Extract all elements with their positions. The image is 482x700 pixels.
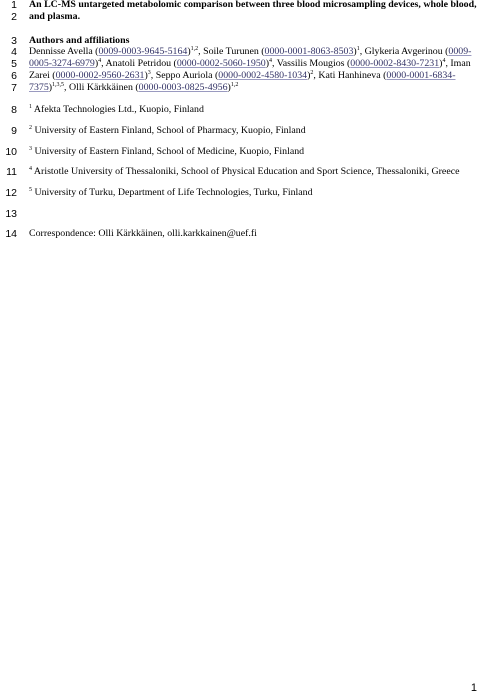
affiliation: $^2$ University of Eastern Finland, School of Pharmacy, Kuopio, Finland [29,125,306,136]
section-heading: Authors and affiliations [29,35,130,46]
page-number: 1 [470,682,477,694]
line-number: 1 [11,0,17,11]
line-number: 2 [11,11,17,23]
orcid-link[interactable]: 0000-0002-8430-7231 [350,58,440,69]
line-number: 7 [11,82,17,94]
paper-title-line-2: and plasma. [29,11,81,22]
line-number: 3 [11,35,17,47]
line-number: 9 [11,125,17,137]
orcid-link[interactable]: 7375 [29,82,49,93]
line-number: 5 [11,58,17,70]
orcid-link[interactable]: 0000-0001-6834- [386,70,456,81]
orcid-link[interactable]: 0000-0001-8063-8503 [264,46,354,57]
line-number: 10 [5,146,17,158]
orcid-link[interactable]: 0009- [448,46,472,57]
affiliation: $^5$ University of Turku, Department of Life Technologies, Turku, Finland [29,187,313,198]
line-number: 4 [11,46,17,58]
author-line: 0005-3274-6979)$^4$, Anatoli Petridou $(0000-0002-5060-1950)^4$, Vassilis Mougios $(0000-0002-8430-7231)^4$, Iman [29,58,471,69]
correspondence: Correspondence: Olli Kärkkäinen, olli.karkkainen@uef.fi [29,228,257,239]
affiliation: $^3$ University of Eastern Finland, School of Medicine, Kuopio, Finland [29,146,305,157]
orcid-link[interactable]: 0009-0003-9645-5164 [98,46,188,57]
line-number: 14 [5,228,17,240]
line-number: 13 [5,208,17,220]
line-number: 11 [6,166,17,178]
author-line: 7375)$^{1,3,5}$, Olli Kärkkäinen $(0000-0003-0825-4956)^{1,2}$ [29,82,239,93]
line-number: 12 [5,187,17,199]
orcid-link[interactable]: 0000-0002-5060-1950 [176,58,266,69]
orcid-link[interactable]: 0000-0002-4580-1034 [218,70,308,81]
orcid-link[interactable]: 0000-0002-9560-2631 [55,70,145,81]
author-line: Zarei $(0000-0002-9560-2631)^3$, Seppo Auriola $(0000-0002-4580-1034)^2$, Kati Hanhineva (0000-0001-6834- [29,70,456,81]
orcid-link[interactable]: 0005-3274-6979 [29,58,95,69]
affiliation: $^4$ Aristotle University of Thessaloniki, School of Physical Education and Sport Science, Thessaloniki, Greece [29,166,460,177]
line-number: 8 [11,104,17,116]
paper-title-line-1: An LC-MS untargeted metabolomic comparison between three blood microsampling devices, whole blood, [29,0,477,10]
orcid-link[interactable]: 0000-0003-0825-4956 [138,82,228,93]
line-number: 6 [11,70,17,82]
affiliation: $^1$ Afekta Technologies Ltd., Kuopio, Finland [29,104,204,115]
author-line: Dennisse Avella $(0009-0003-9645-5164)^{1,2}$, Soile Turunen $(0000-0001-8063-8503)^1$, Glykeria Avgerinou (0009- [29,46,472,57]
